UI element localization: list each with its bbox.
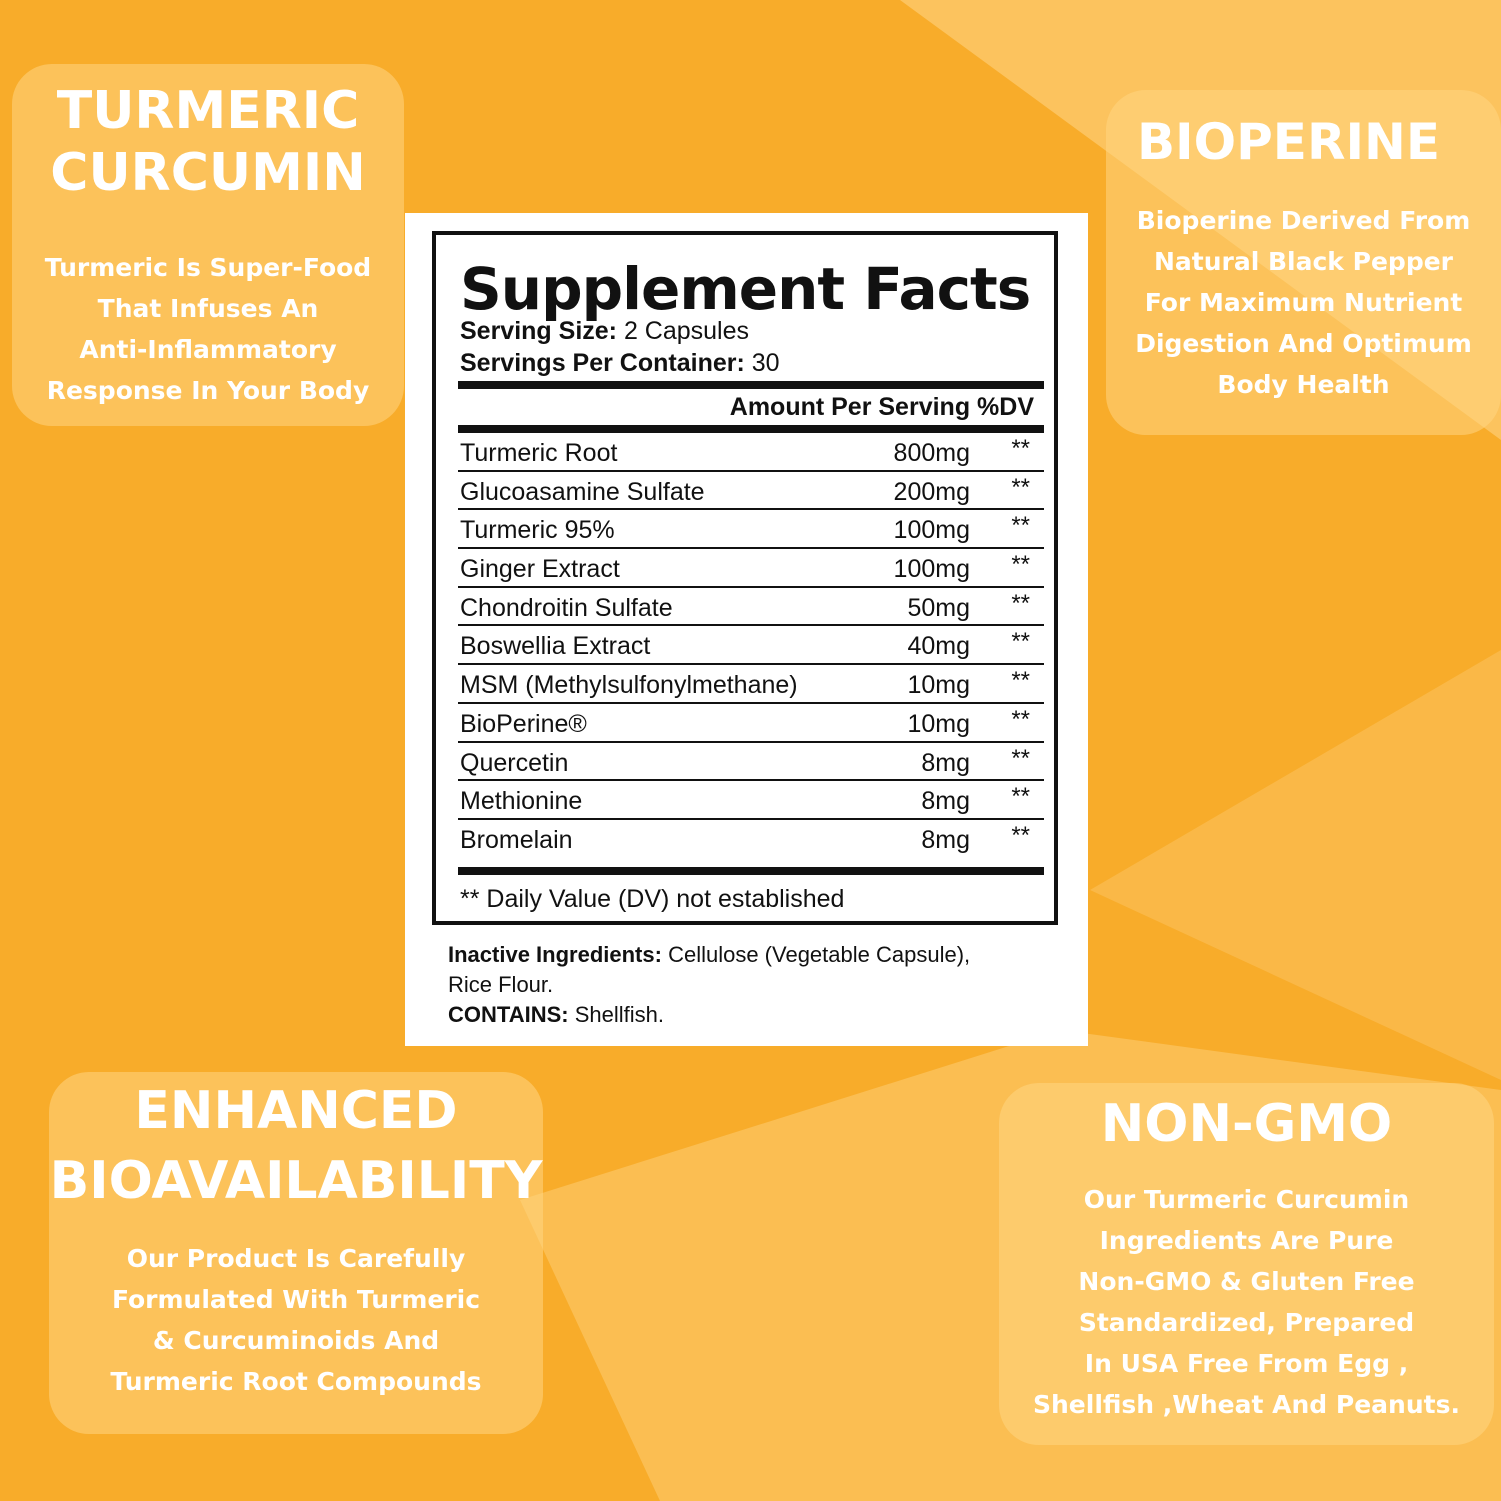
- ingredient-amount: 50mg: [907, 593, 970, 622]
- ingredient-name: BioPerine®: [460, 709, 587, 738]
- ingredient-name: MSM (Methylsulfonylmethane): [460, 671, 798, 700]
- card-title: ENHANCED BIOAVAILABILITY: [49, 1081, 543, 1211]
- ingredient-amount: 10mg: [907, 709, 970, 738]
- card-bioperine: [1106, 90, 1501, 435]
- ingredient-amount: 100mg: [893, 516, 970, 545]
- ingredient-dv: **: [1011, 512, 1030, 540]
- card-description: Our Turmeric Curcumin Ingredients Are Pure Non-GMO & Gluten Free Standardized, Prepared In USA Free From Egg , Shellfish ,Wheat And Peanuts.: [1033, 1185, 1460, 1420]
- ingredient-amount: 8mg: [921, 787, 970, 816]
- ingredient-row: [458, 433, 1044, 472]
- card-non-gmo: [999, 1083, 1494, 1445]
- ingredient-row: [458, 665, 1044, 704]
- inactive-ingredients: Inactive Ingredients: Cellulose (Vegetable Capsule), Rice Flour. CONTAINS: Shellfish.: [448, 942, 971, 1027]
- ingredient-name: Boswellia Extract: [460, 632, 651, 661]
- card-title: BIOPERINE: [1136, 113, 1441, 171]
- ingredient-name: Chondroitin Sulfate: [460, 593, 673, 622]
- ingredient-dv: **: [1011, 551, 1030, 579]
- card-description: Bioperine Derived From Natural Black Pepper For Maximum Nutrient Digestion And Optimum Body Health: [1135, 206, 1472, 399]
- ingredient-dv: **: [1011, 821, 1030, 849]
- divider-bar: [458, 425, 1044, 433]
- facts-title: Supplement Facts: [460, 255, 1031, 323]
- ingredient-row: [458, 549, 1044, 588]
- ingredient-name: Quercetin: [460, 748, 569, 777]
- ingredient-row: [458, 743, 1044, 782]
- divider-bar: [458, 867, 1044, 875]
- facts-panel: [432, 231, 1058, 925]
- card-enhanced-bioavailability: [49, 1072, 543, 1434]
- ingredient-row: [458, 510, 1044, 549]
- ingredient-amount: 800mg: [893, 439, 970, 467]
- ingredient-amount: 8mg: [921, 748, 970, 777]
- ingredient-row: [458, 820, 1044, 859]
- ingredient-dv: **: [1011, 744, 1030, 772]
- card-description: Turmeric Is Super-Food That Infuses An Anti-Inflammatory Response In Your Body: [44, 252, 372, 405]
- ingredient-dv: **: [1011, 667, 1030, 695]
- ingredient-amount: 8mg: [921, 825, 970, 854]
- card-title: NON-GMO: [1100, 1094, 1393, 1154]
- card-description: Our Product Is Carefully Formulated With Turmeric & Curcuminoids And Turmeric Root Compounds: [110, 1244, 482, 1396]
- ingredient-row: [458, 781, 1044, 820]
- ingredient-name: Bromelain: [460, 825, 573, 854]
- ingredient-dv: **: [1011, 628, 1030, 656]
- ingredient-dv: **: [1011, 473, 1030, 501]
- card-turmeric-curcumin: [12, 64, 404, 426]
- ingredient-rows: [458, 433, 1044, 859]
- ingredient-amount: 10mg: [907, 671, 970, 700]
- ingredient-name: Ginger Extract: [460, 555, 620, 584]
- ingredient-dv: **: [1011, 435, 1030, 462]
- supplement-facts-label: [405, 213, 1088, 1046]
- ingredient-dv: **: [1011, 705, 1030, 733]
- ingredient-row: [458, 472, 1044, 511]
- ingredient-name: Turmeric 95%: [460, 516, 615, 545]
- bg-triangle-right: [1090, 650, 1501, 1080]
- ingredient-row: [458, 626, 1044, 665]
- dv-note: ** Daily Value (DV) not established: [460, 885, 845, 913]
- divider-bar: [458, 381, 1044, 389]
- ingredient-amount: 100mg: [893, 555, 970, 584]
- ingredient-amount: 200mg: [893, 477, 970, 506]
- ingredient-row: [458, 588, 1044, 627]
- amount-per-serving-header: Amount Per Serving %DV: [729, 393, 1034, 421]
- ingredient-name: Glucoasamine Sulfate: [460, 477, 705, 506]
- serving-size: Serving Size: 2 Capsules: [460, 317, 750, 345]
- servings-per-container: Servings Per Container: 30: [460, 349, 780, 377]
- ingredient-dv: **: [1011, 783, 1030, 811]
- card-title: TURMERIC CURCUMIN: [50, 81, 366, 204]
- ingredient-row: [458, 704, 1044, 743]
- ingredient-name: Turmeric Root: [460, 439, 618, 467]
- ingredient-dv: **: [1011, 589, 1030, 617]
- ingredient-name: Methionine: [460, 787, 583, 816]
- ingredient-amount: 40mg: [907, 632, 970, 661]
